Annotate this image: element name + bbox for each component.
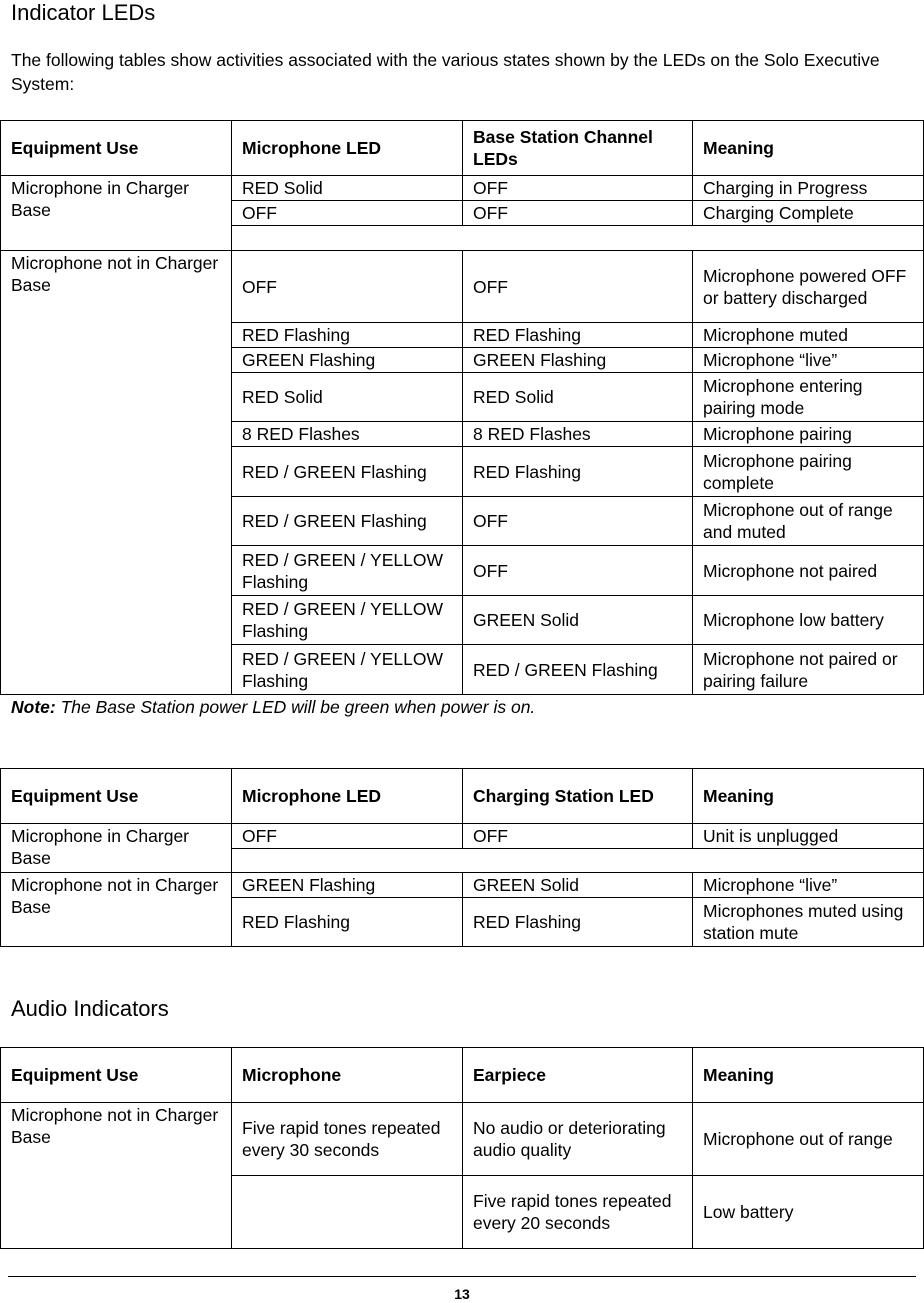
table-cell: RED Flashing bbox=[463, 447, 693, 497]
table-header-row bbox=[1, 121, 924, 176]
header-microphone-led: Microphone LED bbox=[232, 769, 463, 824]
header-equipment-use: Equipment Use bbox=[1, 1048, 232, 1103]
led-table-base-station bbox=[0, 120, 924, 695]
table-cell: OFF bbox=[463, 497, 693, 546]
table-cell: Microphone muted bbox=[693, 323, 924, 348]
table-cell: Microphone “live” bbox=[693, 348, 924, 373]
table-cell: RED Flashing bbox=[232, 323, 463, 348]
header-microphone-led: Microphone LED bbox=[232, 121, 463, 176]
led-table-charging-station bbox=[0, 768, 924, 947]
table-row bbox=[1, 1103, 924, 1176]
header-charging-station-led: Charging Station LED bbox=[463, 769, 693, 824]
header-earpiece: Earpiece bbox=[463, 1048, 693, 1103]
table-cell: RED Solid bbox=[232, 373, 463, 422]
table-cell: OFF bbox=[232, 201, 463, 226]
table-cell: Five rapid tones repeated every 30 seconds bbox=[232, 1103, 463, 1176]
table-cell: GREEN Solid bbox=[463, 873, 693, 898]
table-cell: Microphone not paired or pairing failure bbox=[693, 645, 924, 695]
table-cell: Microphone “live” bbox=[693, 873, 924, 898]
table-cell: RED Flashing bbox=[463, 898, 693, 947]
equipment-cell: Microphone not in Charger Base bbox=[1, 873, 232, 947]
table-cell: Microphone out of range and muted bbox=[693, 497, 924, 546]
table-cell: Microphone entering pairing mode bbox=[693, 373, 924, 422]
equipment-cell: Microphone not in Charger Base bbox=[1, 251, 232, 695]
table-cell: GREEN Flashing bbox=[232, 873, 463, 898]
table-cell: Five rapid tones repeated every 20 seconds bbox=[463, 1176, 693, 1249]
table-cell: RED Flashing bbox=[232, 898, 463, 947]
page-number: 13 bbox=[454, 1286, 470, 1302]
table-cell: Microphone powered OFF or battery discharged bbox=[693, 251, 924, 323]
table-cell: GREEN Solid bbox=[463, 596, 693, 645]
table-cell: RED / GREEN / YELLOW Flashing bbox=[232, 596, 463, 645]
equipment-cell: Microphone not in Charger Base bbox=[1, 1103, 232, 1249]
table-cell: OFF bbox=[463, 176, 693, 201]
header-meaning: Meaning bbox=[693, 121, 924, 176]
header-meaning: Meaning bbox=[693, 1048, 924, 1103]
table-cell: OFF bbox=[463, 201, 693, 226]
audio-indicator-table bbox=[0, 1047, 924, 1249]
table-row bbox=[1, 824, 924, 849]
table-cell: Microphone pairing bbox=[693, 422, 924, 447]
table-cell: Charging in Progress bbox=[693, 176, 924, 201]
table-cell: OFF bbox=[463, 251, 693, 323]
table-row bbox=[1, 176, 924, 201]
header-equipment-use: Equipment Use bbox=[1, 121, 232, 176]
header-base-station-leds: Base Station Channel LEDs bbox=[463, 121, 693, 176]
table-cell bbox=[232, 1176, 463, 1249]
table-cell: RED / GREEN / YELLOW Flashing bbox=[232, 546, 463, 596]
note-label: Note: bbox=[11, 697, 56, 717]
table-cell: RED Solid bbox=[463, 373, 693, 422]
table-cell: Microphone out of range bbox=[693, 1103, 924, 1176]
note-text bbox=[11, 696, 535, 718]
table-header-row bbox=[1, 1048, 924, 1103]
table-cell: OFF bbox=[463, 824, 693, 849]
table-cell: RED / GREEN Flashing bbox=[232, 447, 463, 497]
table-row bbox=[1, 873, 924, 898]
table-cell: OFF bbox=[232, 251, 463, 323]
table-cell: Microphone pairing complete bbox=[693, 447, 924, 497]
table-cell: Microphone low battery bbox=[693, 596, 924, 645]
table-cell: 8 RED Flashes bbox=[232, 422, 463, 447]
header-microphone: Microphone bbox=[232, 1048, 463, 1103]
table-header-row bbox=[1, 769, 924, 824]
table-cell: GREEN Flashing bbox=[232, 348, 463, 373]
table-cell: GREEN Flashing bbox=[463, 348, 693, 373]
section-heading-audio-indicators: Audio Indicators bbox=[11, 996, 169, 1021]
equipment-cell: Microphone in Charger Base bbox=[1, 824, 232, 873]
table-cell: RED / GREEN Flashing bbox=[463, 645, 693, 695]
table-cell: Unit is unplugged bbox=[693, 824, 924, 849]
table-cell: OFF bbox=[463, 546, 693, 596]
table-cell: RED Flashing bbox=[463, 323, 693, 348]
table-row bbox=[1, 251, 924, 323]
table-cell: Microphone not paired bbox=[693, 546, 924, 596]
footer-divider bbox=[8, 1276, 916, 1277]
intro-paragraph: The following tables show activities associated with the various states shown by the LEDs on the Solo Executive System: bbox=[11, 50, 880, 94]
table-cell: Charging Complete bbox=[693, 201, 924, 226]
empty-cell bbox=[232, 226, 924, 251]
header-meaning: Meaning bbox=[693, 769, 924, 824]
table-cell: RED Solid bbox=[232, 176, 463, 201]
table-cell: RED / GREEN / YELLOW Flashing bbox=[232, 645, 463, 695]
table-cell: OFF bbox=[232, 824, 463, 849]
section-heading-indicator-leds: Indicator LEDs bbox=[11, 0, 156, 25]
table-cell: Microphones muted using station mute bbox=[693, 898, 924, 947]
table-cell: No audio or deteriorating audio quality bbox=[463, 1103, 693, 1176]
table-cell: 8 RED Flashes bbox=[463, 422, 693, 447]
header-equipment-use: Equipment Use bbox=[1, 769, 232, 824]
table-cell: Low battery bbox=[693, 1176, 924, 1249]
table-cell: RED / GREEN Flashing bbox=[232, 497, 463, 546]
note-body: The Base Station power LED will be green when power is on. bbox=[55, 697, 536, 717]
equipment-cell: Microphone in Charger Base bbox=[1, 176, 232, 251]
empty-cell bbox=[232, 849, 924, 873]
